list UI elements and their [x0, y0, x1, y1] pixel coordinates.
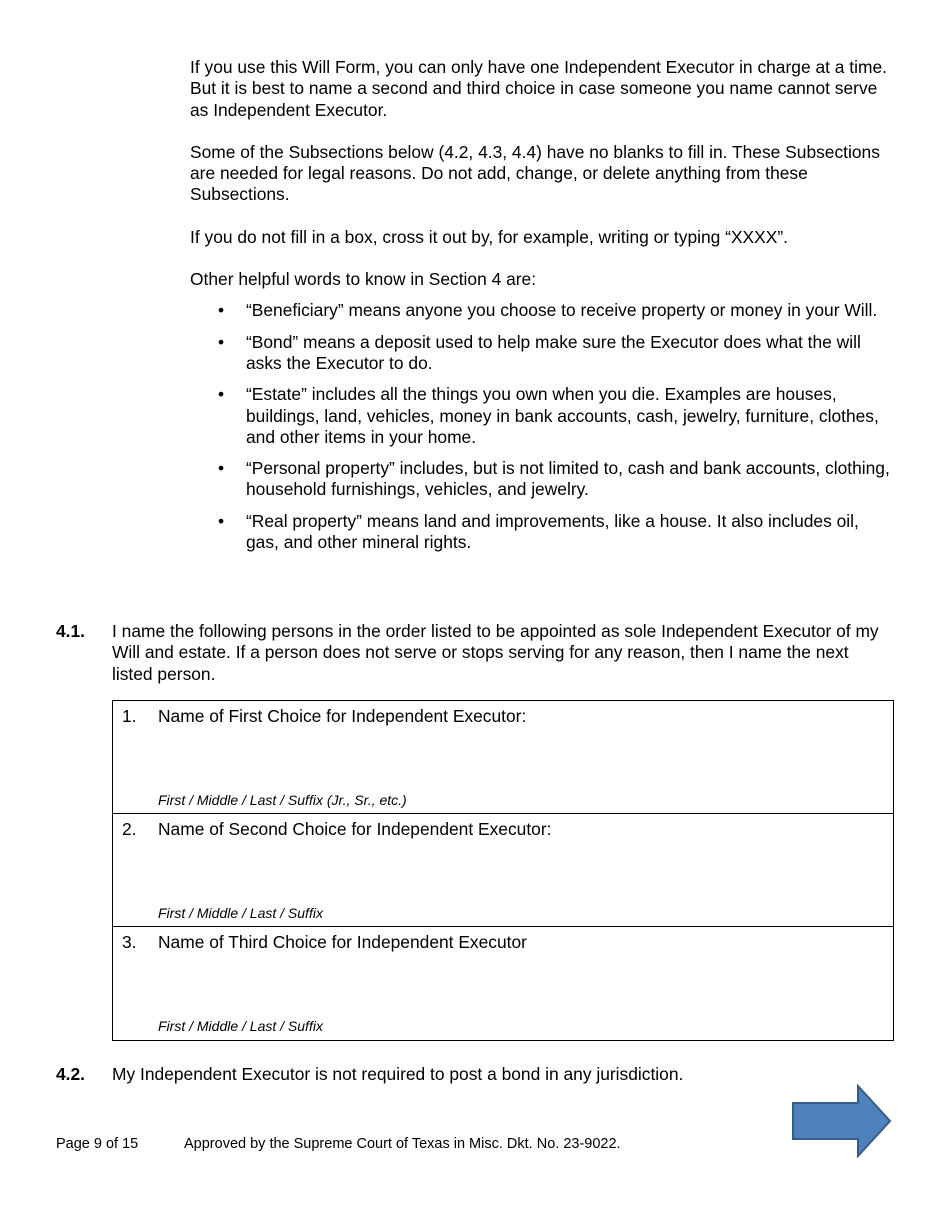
definition-text: “Estate” includes all the things you own when you die. Examples are houses, buildings, land, vehicles, money in bank accounts, cash, jewelry, furniture, clothes, and other items in your home. [246, 384, 879, 447]
page-number: Page 9 of 15 [56, 1136, 139, 1152]
definitions-list [190, 300, 890, 553]
choice-hint: First / Middle / Last / Suffix (Jr., Sr., etc.) [158, 792, 407, 808]
definition-text: “Bond” means a deposit used to help make sure the Executor does what the will asks the Executor to do. [246, 331, 861, 373]
choice-label: Name of Third Choice for Independent Executor [158, 932, 527, 952]
executor-choice-row-2 [113, 814, 893, 927]
choice-label: Name of First Choice for Independent Executor: [158, 706, 527, 726]
choice-number: 1. [122, 706, 137, 726]
definition-item [190, 511, 890, 554]
next-page-arrow-shape[interactable] [793, 1086, 890, 1156]
first-choice-name-field[interactable] [158, 731, 878, 787]
section-text: My Independent Executor is not required to post a bond in any jurisdiction. [112, 1064, 684, 1084]
second-choice-name-field[interactable] [158, 844, 878, 900]
bullet-icon: • [218, 331, 225, 352]
choice-number: 3. [122, 932, 137, 952]
definition-text: “Personal property” includes, but is not limited to, cash and bank accounts, clothing, household furnishings, vehicles, and jewelry. [246, 458, 890, 500]
third-choice-name-field[interactable] [158, 957, 878, 1013]
instruction-paragraph: Some of the Subsections below (4.2, 4.3, 4.4) have no blanks to fill in. These Subsections are needed for legal reasons. Do not add, change, or delete anything from these Subsections. [190, 141, 880, 205]
definition-text: “Beneficiary” means anyone you choose to receive property or money in your Will. [246, 300, 878, 321]
bullet-icon: • [218, 300, 225, 321]
executor-choice-row-3 [113, 927, 893, 1040]
definition-text: “Real property” means land and improvements, like a house. It also includes oil, gas, and other mineral rights. [246, 510, 859, 553]
choice-hint: First / Middle / Last / Suffix [158, 1018, 323, 1034]
instruction-paragraph: Other helpful words to know in Section 4 are: [190, 269, 537, 290]
instructions [190, 57, 890, 563]
bullet-icon: • [218, 510, 225, 531]
instruction-paragraph: If you use this Will Form, you can only have one Independent Executor in charge at a time. But it is best to name a second and third choice in case someone you name cannot serve as Independent Executor. [190, 57, 887, 120]
right-arrow-icon[interactable] [791, 1084, 893, 1158]
section-4-1 [56, 621, 890, 685]
section-4-2 [56, 1064, 890, 1085]
instruction-paragraph: If you do not fill in a box, cross it out by, for example, writing or typing “XXXX”. [190, 226, 788, 247]
choice-label: Name of Second Choice for Independent Executor: [158, 819, 552, 839]
definition-item [190, 458, 890, 501]
definition-item [190, 332, 890, 375]
bullet-icon: • [218, 384, 225, 405]
section-text: I name the following persons in the order listed to be appointed as sole Independent Executor of my Will and estate. If a person does not serve or stops serving for any reason, then I name the next listed person. [112, 621, 879, 684]
section-number: 4.1. [56, 621, 86, 641]
executor-choices-table [112, 700, 894, 1041]
bullet-icon: • [218, 458, 225, 479]
choice-hint: First / Middle / Last / Suffix [158, 905, 323, 921]
executor-choice-row-1 [113, 701, 893, 814]
definition-item [190, 300, 890, 321]
approval-note: Approved by the Supreme Court of Texas in Misc. Dkt. No. 23-9022. [184, 1136, 621, 1152]
choice-number: 2. [122, 819, 137, 839]
section-number: 4.2. [56, 1064, 86, 1084]
definition-item [190, 384, 890, 448]
